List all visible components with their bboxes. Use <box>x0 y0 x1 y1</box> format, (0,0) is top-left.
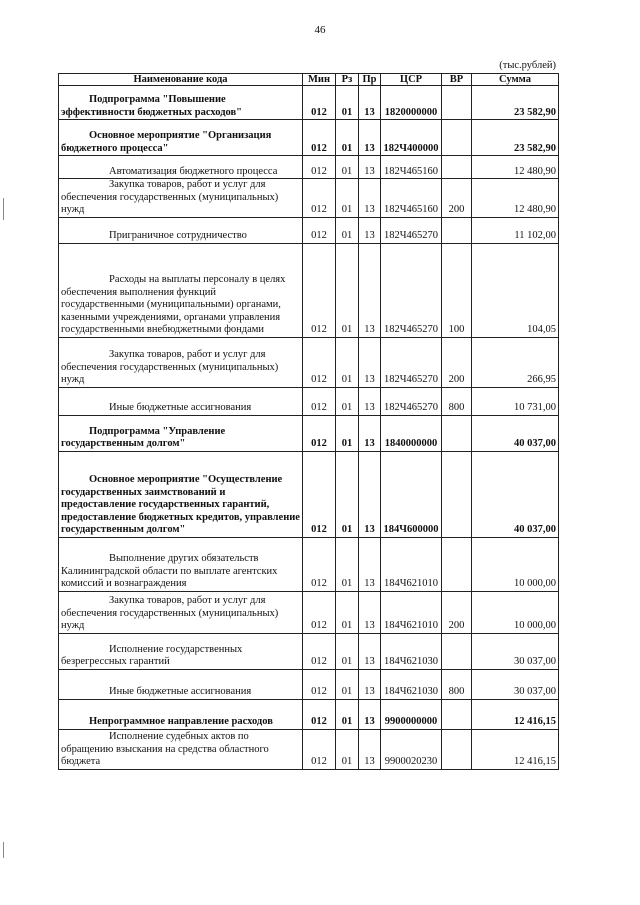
row-name: Автоматизация бюджетного процесса <box>109 165 278 177</box>
table-row <box>59 669 559 699</box>
table-row <box>59 217 559 243</box>
row-min: 012 <box>303 451 336 537</box>
budget-table <box>58 73 559 770</box>
scan-mark-left-lower <box>3 842 4 858</box>
row-csr: 9900000000 <box>381 699 442 729</box>
row-vr <box>442 415 472 451</box>
row-rz: 01 <box>336 415 359 451</box>
scan-mark-left <box>3 198 4 220</box>
row-vr <box>442 451 472 537</box>
row-name: Основное мероприятие "Осуществление государственных заимствований и предоставление государственных гарантий, предоставление бюджетных кредитов, управление государственным долгом" <box>61 474 300 535</box>
row-sum: 266,95 <box>472 337 559 387</box>
header-name: Наименование кода <box>59 74 303 86</box>
row-csr: 1840000000 <box>381 415 442 451</box>
row-sum: 30 037,00 <box>472 669 559 699</box>
row-vr <box>442 217 472 243</box>
row-pr: 13 <box>359 699 381 729</box>
header-row <box>59 74 559 86</box>
row-name: Закупка товаров, работ и услуг для обеспечения государственных (муниципальных) нужд <box>61 595 279 631</box>
row-vr <box>442 537 472 591</box>
table-row <box>59 451 559 537</box>
row-vr: 800 <box>442 387 472 415</box>
row-rz: 01 <box>336 86 359 120</box>
row-rz: 01 <box>336 387 359 415</box>
header-csr: ЦСР <box>381 74 442 86</box>
row-pr: 13 <box>359 120 381 156</box>
row-min: 012 <box>303 537 336 591</box>
table-row <box>59 729 559 769</box>
row-name: Исполнение судебных актов по обращению взыскания на средства областного бюджета <box>61 731 269 767</box>
row-csr: 184Ч621010 <box>381 591 442 633</box>
row-csr: 182Ч465270 <box>381 243 442 337</box>
row-pr: 13 <box>359 156 381 179</box>
row-vr: 200 <box>442 591 472 633</box>
header-sum: Сумма <box>472 74 559 86</box>
row-sum: 23 582,90 <box>472 86 559 120</box>
page-number: 46 <box>314 24 326 36</box>
row-min: 012 <box>303 633 336 669</box>
row-vr <box>442 120 472 156</box>
row-name: Закупка товаров, работ и услуг для обеспечения государственных (муниципальных) нужд <box>61 179 279 215</box>
table-row <box>59 699 559 729</box>
row-vr <box>442 86 472 120</box>
row-csr: 1820000000 <box>381 86 442 120</box>
row-pr: 13 <box>359 669 381 699</box>
table-row <box>59 387 559 415</box>
row-min: 012 <box>303 156 336 179</box>
row-vr: 800 <box>442 669 472 699</box>
row-min: 012 <box>303 699 336 729</box>
header-min: Мин <box>303 74 336 86</box>
row-name: Исполнение государственных безрегрессных гарантий <box>61 643 243 667</box>
row-csr: 184Ч600000 <box>381 451 442 537</box>
row-name: Иные бюджетные ассигнования <box>109 402 252 413</box>
row-rz: 01 <box>336 591 359 633</box>
row-csr: 182Ч465270 <box>381 217 442 243</box>
row-name: Закупка товаров, работ и услуг для обеспечения государственных (муниципальных) нужд <box>61 349 279 385</box>
row-csr: 184Ч621030 <box>381 633 442 669</box>
row-csr: 184Ч621010 <box>381 537 442 591</box>
row-min: 012 <box>303 86 336 120</box>
row-sum: 104,05 <box>472 243 559 337</box>
row-pr: 13 <box>359 179 381 218</box>
row-pr: 13 <box>359 415 381 451</box>
table-row <box>59 243 559 337</box>
row-name: Иные бюджетные ассигнования <box>109 686 252 697</box>
row-rz: 01 <box>336 179 359 218</box>
row-rz: 01 <box>336 633 359 669</box>
table-row <box>59 86 559 120</box>
row-name: Приграничное сотрудничество <box>109 230 247 241</box>
row-rz: 01 <box>336 537 359 591</box>
row-min: 012 <box>303 387 336 415</box>
row-pr: 13 <box>359 217 381 243</box>
table-row <box>59 156 559 179</box>
row-pr: 13 <box>359 729 381 769</box>
row-min: 012 <box>303 729 336 769</box>
row-rz: 01 <box>336 729 359 769</box>
row-sum: 40 037,00 <box>472 415 559 451</box>
row-sum: 12 480,90 <box>472 179 559 218</box>
row-csr: 182Ч465160 <box>381 156 442 179</box>
row-csr: 182Ч465160 <box>381 179 442 218</box>
row-vr: 200 <box>442 179 472 218</box>
row-vr <box>442 699 472 729</box>
row-name: Расходы на выплаты персоналу в целях обеспечения выполнения функций государственными (муниципальными) органами, казенными учреждениями, органами управления государственными внебюджетными фондами <box>61 274 286 335</box>
row-pr: 13 <box>359 86 381 120</box>
row-min: 012 <box>303 217 336 243</box>
row-rz: 01 <box>336 217 359 243</box>
row-min: 012 <box>303 591 336 633</box>
row-sum: 30 037,00 <box>472 633 559 669</box>
unit-note: (тыс.рублей) <box>499 60 556 71</box>
row-vr: 200 <box>442 337 472 387</box>
row-name: Непрограммное направление расходов <box>89 716 273 727</box>
row-sum: 12 416,15 <box>472 729 559 769</box>
row-pr: 13 <box>359 537 381 591</box>
row-sum: 12 480,90 <box>472 156 559 179</box>
row-csr: 9900020230 <box>381 729 442 769</box>
row-rz: 01 <box>336 337 359 387</box>
row-pr: 13 <box>359 243 381 337</box>
row-pr: 13 <box>359 633 381 669</box>
row-rz: 01 <box>336 156 359 179</box>
table-row <box>59 591 559 633</box>
row-vr: 100 <box>442 243 472 337</box>
row-name: Основное мероприятие "Организация бюджетного процесса" <box>61 130 272 154</box>
row-csr: 182Ч465270 <box>381 337 442 387</box>
row-sum: 10 000,00 <box>472 537 559 591</box>
row-csr: 182Ч465270 <box>381 387 442 415</box>
row-vr <box>442 156 472 179</box>
row-min: 012 <box>303 669 336 699</box>
row-min: 012 <box>303 337 336 387</box>
row-min: 012 <box>303 120 336 156</box>
row-vr <box>442 633 472 669</box>
row-rz: 01 <box>336 120 359 156</box>
table-row <box>59 633 559 669</box>
row-pr: 13 <box>359 387 381 415</box>
header-rz: Рз <box>336 74 359 86</box>
row-min: 012 <box>303 415 336 451</box>
header-vr: ВР <box>442 74 472 86</box>
row-sum: 10 000,00 <box>472 591 559 633</box>
row-name: Выполнение других обязательств Калининградской области по выплате агентских комиссий и вознаграждения <box>61 553 278 589</box>
header-pr: Пр <box>359 74 381 86</box>
row-sum: 11 102,00 <box>472 217 559 243</box>
row-rz: 01 <box>336 699 359 729</box>
row-sum: 12 416,15 <box>472 699 559 729</box>
row-csr: 182Ч400000 <box>381 120 442 156</box>
table-row <box>59 537 559 591</box>
table-row <box>59 337 559 387</box>
row-min: 012 <box>303 243 336 337</box>
table-row <box>59 179 559 218</box>
row-pr: 13 <box>359 591 381 633</box>
row-vr <box>442 729 472 769</box>
row-csr: 184Ч621030 <box>381 669 442 699</box>
row-pr: 13 <box>359 451 381 537</box>
row-rz: 01 <box>336 451 359 537</box>
row-name: Подпрограмма "Повышение эффективности бюджетных расходов" <box>61 94 242 118</box>
row-rz: 01 <box>336 243 359 337</box>
row-rz: 01 <box>336 669 359 699</box>
row-sum: 40 037,00 <box>472 451 559 537</box>
row-min: 012 <box>303 179 336 218</box>
row-name: Подпрограмма "Управление государственным долгом" <box>61 425 226 449</box>
row-sum: 10 731,00 <box>472 387 559 415</box>
table-row <box>59 120 559 156</box>
row-sum: 23 582,90 <box>472 120 559 156</box>
row-pr: 13 <box>359 337 381 387</box>
table-row <box>59 415 559 451</box>
